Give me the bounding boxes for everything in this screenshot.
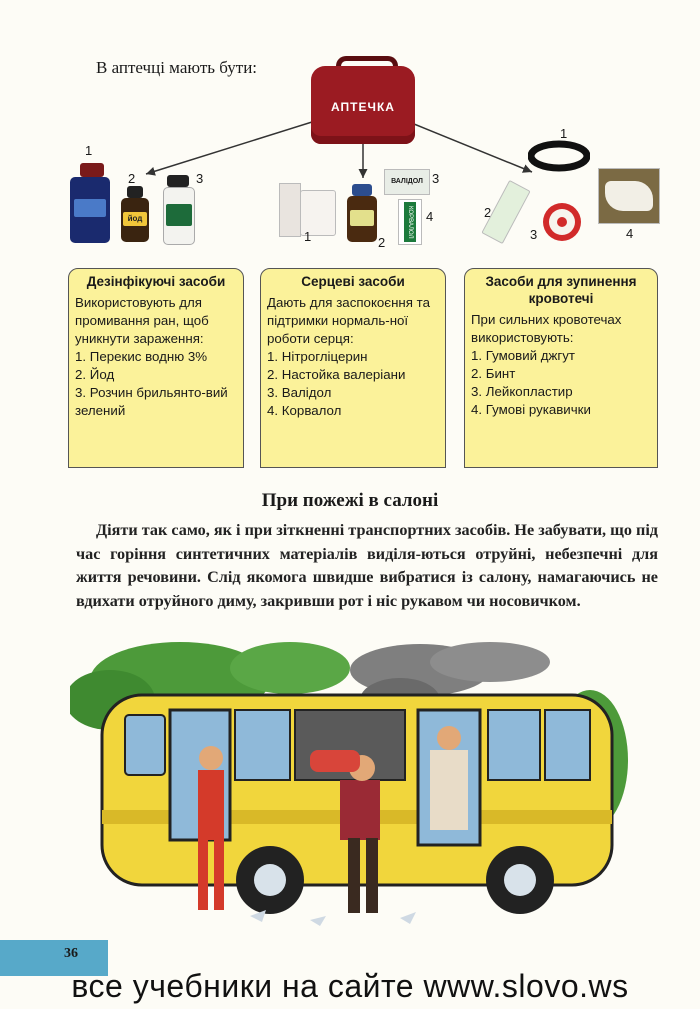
item-number: 1 <box>85 143 93 158</box>
item-number: 3 <box>530 227 538 242</box>
intro-heading: В аптечці мають бути: <box>96 58 258 77</box>
item-number: 3 <box>196 171 204 186</box>
card-item: 3. Валідол <box>267 385 332 400</box>
iodine-label: йод <box>123 212 147 226</box>
valerian-bottle-image <box>347 196 377 242</box>
card-item: 4. Корвалол <box>267 403 342 418</box>
first-aid-kit-image <box>311 66 415 144</box>
card-disinfectants <box>68 268 244 468</box>
card-item: 2. Йод <box>75 367 115 382</box>
card-item: 1. Нітрогліцерин <box>267 349 368 364</box>
card-title: Засоби для зупинення кровотечі <box>485 274 637 306</box>
peroxide-bottle-image <box>70 177 110 243</box>
page-number: 36 <box>64 946 78 961</box>
validol-box-image: ВАЛІДОЛ <box>384 169 430 195</box>
item-number: 4 <box>426 209 434 224</box>
adhesive-plaster-image <box>540 200 584 244</box>
bus-fire-illustration <box>70 640 630 930</box>
card-title: Серцеві засоби <box>301 274 405 289</box>
corvalol-label: КОРВАЛОЛ <box>404 202 416 242</box>
bottle-cap <box>167 175 189 187</box>
item-number: 2 <box>378 235 386 250</box>
card-item: 1. Гумовий джгут <box>471 348 575 363</box>
corvalol-box-image <box>398 199 422 245</box>
nitroglycerin-box-image <box>279 183 301 237</box>
card-item: 1. Перекис водню 3% <box>75 349 208 364</box>
bottle-cap <box>127 186 143 198</box>
kit-label: АПТЕЧКА <box>331 100 395 114</box>
item-number: 2 <box>484 205 492 220</box>
body-paragraph: Діяти так само, як і при зіткненні транспортних засобів. Не забувати, що під час горіння синтетичних матеріалів виділя-ються отруйні, небезпечні для життя речовини. Слід якомога швидше вибратися із салону, намагаючись не вдихати отруйного диму, закривши рот і ніс рукавом чи носовичком. <box>76 521 658 610</box>
section-title: При пожежі в салоні <box>261 490 439 511</box>
card-text: При сильних кровотечах використовують: <box>471 312 622 345</box>
rubber-gloves-image <box>598 168 660 224</box>
card-text: Дають для заспокоєння та підтримки нормаль-ної роботи серця: <box>267 295 431 346</box>
card-bleeding-control <box>464 268 658 468</box>
card-item: 2. Бинт <box>471 366 516 381</box>
tourniquet-image <box>528 138 590 174</box>
brilliant-green-bottle-image <box>163 187 195 245</box>
card-item: 2. Настойка валеріани <box>267 367 406 382</box>
footer-watermark-text: все учебники на сайте www.slovo.ws <box>71 968 629 1004</box>
bottle-cap <box>80 163 104 177</box>
card-text: Використовують для промивання ран, щоб уникнути зараження: <box>75 295 209 346</box>
iodine-bottle-image <box>121 198 149 242</box>
card-heart-medicines <box>260 268 446 468</box>
card-item: 4. Гумові рукавички <box>471 402 591 417</box>
item-number: 1 <box>560 126 568 141</box>
card-item: 3. Лейкопластир <box>471 384 573 399</box>
item-number: 1 <box>304 229 312 244</box>
item-number: 2 <box>128 171 136 186</box>
bottle-cap <box>352 184 372 196</box>
card-item: 3. Розчин брильянто-вий зелений <box>75 385 228 418</box>
kit-arrows <box>0 0 700 300</box>
item-number: 3 <box>432 171 440 186</box>
card-title: Дезінфікуючі засоби <box>86 274 226 289</box>
item-number: 4 <box>626 226 634 241</box>
